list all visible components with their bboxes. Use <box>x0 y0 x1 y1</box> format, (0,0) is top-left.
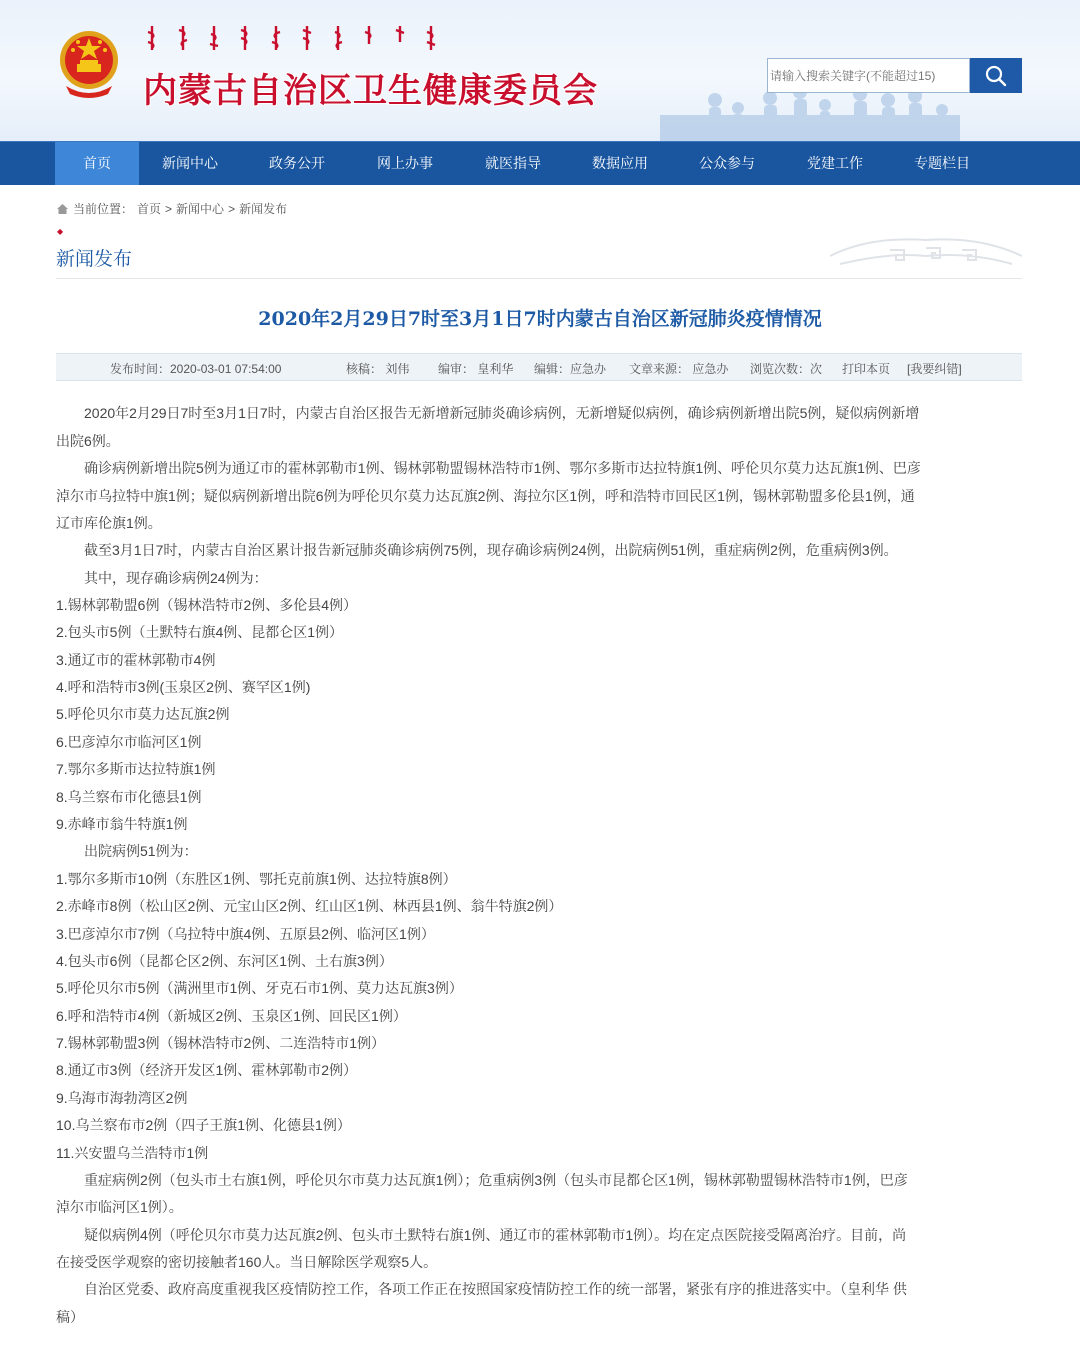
reviewer: 核稿： 刘伟 <box>346 362 410 376</box>
article-source: 文章来源： 应急办 <box>629 362 729 376</box>
list-item: 6.巴彦淖尔市临河区1例 <box>56 734 202 750</box>
search-icon <box>985 65 1007 87</box>
nav-item-party-building[interactable]: 党建工作 <box>807 155 863 171</box>
breadcrumb-news-release-link[interactable]: 新闻发布 <box>239 202 288 216</box>
report-error-link[interactable]: [我要纠错] <box>907 362 962 376</box>
breadcrumb-separator: > <box>228 201 236 216</box>
home-icon <box>56 203 69 215</box>
list-item: 1.锡林郭勒盟6例（锡林浩特市2例、多伦县4例） <box>56 597 358 613</box>
national-emblem-icon <box>58 28 120 100</box>
breadcrumb-home-link[interactable]: 首页 <box>137 202 162 216</box>
list-item: 5.呼伦贝尔市5例（满洲里市1例、牙克石市1例、莫力达瓦旗3例） <box>56 980 463 996</box>
body-line: 其中，现存确诊病例24例为： <box>56 570 268 586</box>
list-item: 6.呼和浩特市4例（新城区2例、玉泉区1例、回民区1例） <box>56 1008 407 1024</box>
body-line: 重症病例2例（包头市土右旗1例，呼伦贝尔市莫力达瓦旗1例）；危重病例3例（包头市昆都仑区1例，锡林郭勒盟锡林浩特市1例，巴彦 <box>56 1172 908 1188</box>
body-line: 自治区党委、政府高度重视我区疫情防控工作，各项工作正在按照国家疫情防控工作的统一部署，紧张有序的推进落实中。（皇利华 供 <box>56 1281 907 1297</box>
list-item: 11.兴安盟乌兰浩特市1例 <box>56 1145 209 1161</box>
site-title: 内蒙古自治区卫生健康委员会 <box>143 71 598 111</box>
list-item: 5.呼伦贝尔市莫力达瓦旗2例 <box>56 706 230 722</box>
body-line: 辽市库伦旗1例。 <box>56 515 162 531</box>
list-item: 2.包头市5例（土默特右旗4例、昆都仑区1例） <box>56 624 344 640</box>
nav-item-special-topics[interactable]: 专题栏目 <box>914 155 970 171</box>
site-header <box>0 0 1080 141</box>
body-line: 淖尔市乌拉特中旗1例；疑似病例新增出院6例为呼伦贝尔莫力达瓦旗2例、海拉尔区1例，呼和浩特市回民区1例，锡林郭勒盟多伦县1例，通 <box>56 488 915 504</box>
list-item: 3.巴彦淖尔市7例（乌拉特中旗4例、五原县2例、临河区1例） <box>56 926 435 942</box>
list-item: 2.赤峰市8例（松山区2例、元宝山区2例、红山区1例、林西县1例、翁牛特旗2例） <box>56 898 563 914</box>
chief-editor: 编审： 皇利华 <box>438 362 514 376</box>
nav-item-public-participation[interactable]: 公众参与 <box>699 155 755 171</box>
nav-item-medical-guide[interactable]: 就医指导 <box>485 155 541 171</box>
breadcrumb-prefix: 当前位置： <box>73 202 134 216</box>
body-line: 确诊病例新增出院5例为通辽市的霍林郭勒市1例、锡林郭勒盟锡林浩特市1例、鄂尔多斯市达拉特旗1例、呼伦贝尔莫力达瓦旗1例、巴彦 <box>56 460 921 476</box>
nav-item-data-apps[interactable]: 数据应用 <box>592 155 648 171</box>
body-line: 稿） <box>56 1309 84 1325</box>
nav-item-news-center[interactable]: 新闻中心 <box>162 155 218 171</box>
article-meta-bar <box>56 353 1022 381</box>
mongolian-script-title <box>146 24 596 54</box>
list-item: 10.乌兰察布市2例（四子王旗1例、化德县1例） <box>56 1117 351 1133</box>
print-link[interactable]: 打印本页 <box>842 362 891 376</box>
list-item: 7.鄂尔多斯市达拉特旗1例 <box>56 761 216 777</box>
list-item: 8.乌兰察布市化德县1例 <box>56 789 202 805</box>
section-marker-icon: ◆ <box>57 227 64 236</box>
list-item: 7.锡林郭勒盟3例（锡林浩特市2例、二连浩特市1例） <box>56 1035 386 1051</box>
search-button[interactable] <box>970 58 1022 93</box>
main-nav <box>0 141 1080 185</box>
section-title: 新闻发布 <box>56 249 133 270</box>
article-title: 2020年2月29日7时至3月1日7时内蒙古自治区新冠肺炎疫情情况 <box>258 308 822 330</box>
decorative-pattern-icon <box>830 226 1022 270</box>
list-item: 8.通辽市3例（经济开发区1例、霍林郭勒市2例） <box>56 1062 358 1078</box>
publish-time: 发布时间：2020-03-01 07:54:00 <box>110 362 282 376</box>
body-line: 出院6例。 <box>56 433 120 449</box>
list-item: 3.通辽市的霍林郭勒市4例 <box>56 652 216 668</box>
section-divider <box>56 278 1022 279</box>
list-item: 9.赤峰市翁牛特旗1例 <box>56 816 188 832</box>
list-item: 1.鄂尔多斯市10例（东胜区1例、鄂托克前旗1例、达拉特旗8例） <box>56 871 457 887</box>
nav-item-online-services[interactable]: 网上办事 <box>377 155 433 171</box>
body-line: 淖尔市临河区1例）。 <box>56 1199 183 1215</box>
breadcrumb-news-center-link[interactable]: 新闻中心 <box>176 202 225 216</box>
body-line: 截至3月1日7时，内蒙古自治区累计报告新冠肺炎确诊病例75例，现存确诊病例24例，出院病例51例，重症病例2例，危重病例3例。 <box>56 542 898 558</box>
body-line: 出院病例51例为： <box>56 843 198 859</box>
body-line: 在接受医学观察的密切接触者160人。当日解除医学观察5人。 <box>56 1254 438 1270</box>
nav-item-government-affairs[interactable]: 政务公开 <box>269 155 325 171</box>
breadcrumb <box>56 200 287 217</box>
search-input[interactable] <box>767 58 970 93</box>
body-line: 2020年2月29日7时至3月1日7时，内蒙古自治区报告无新增新冠肺炎确诊病例，无新增疑似病例，确诊病例新增出院5例，疑似病例新增 <box>56 405 920 421</box>
list-item: 4.包头市6例（昆都仑区2例、东河区1例、土右旗3例） <box>56 953 393 969</box>
view-count: 浏览次数：次 <box>750 362 823 376</box>
list-item: 4.呼和浩特市3例(玉泉区2例、赛罕区1例) <box>56 679 311 695</box>
list-item: 9.乌海市海勃湾区2例 <box>56 1090 188 1106</box>
nav-item-home[interactable]: 首页 <box>55 142 139 185</box>
body-line: 疑似病例4例（呼伦贝尔市莫力达瓦旗2例、包头市土默特右旗1例、通辽市的霍林郭勒市1例）。均在定点医院接受隔离治疗。目前，尚 <box>56 1227 907 1243</box>
breadcrumb-separator: > <box>165 201 173 216</box>
editor: 编辑：应急办 <box>534 362 607 376</box>
